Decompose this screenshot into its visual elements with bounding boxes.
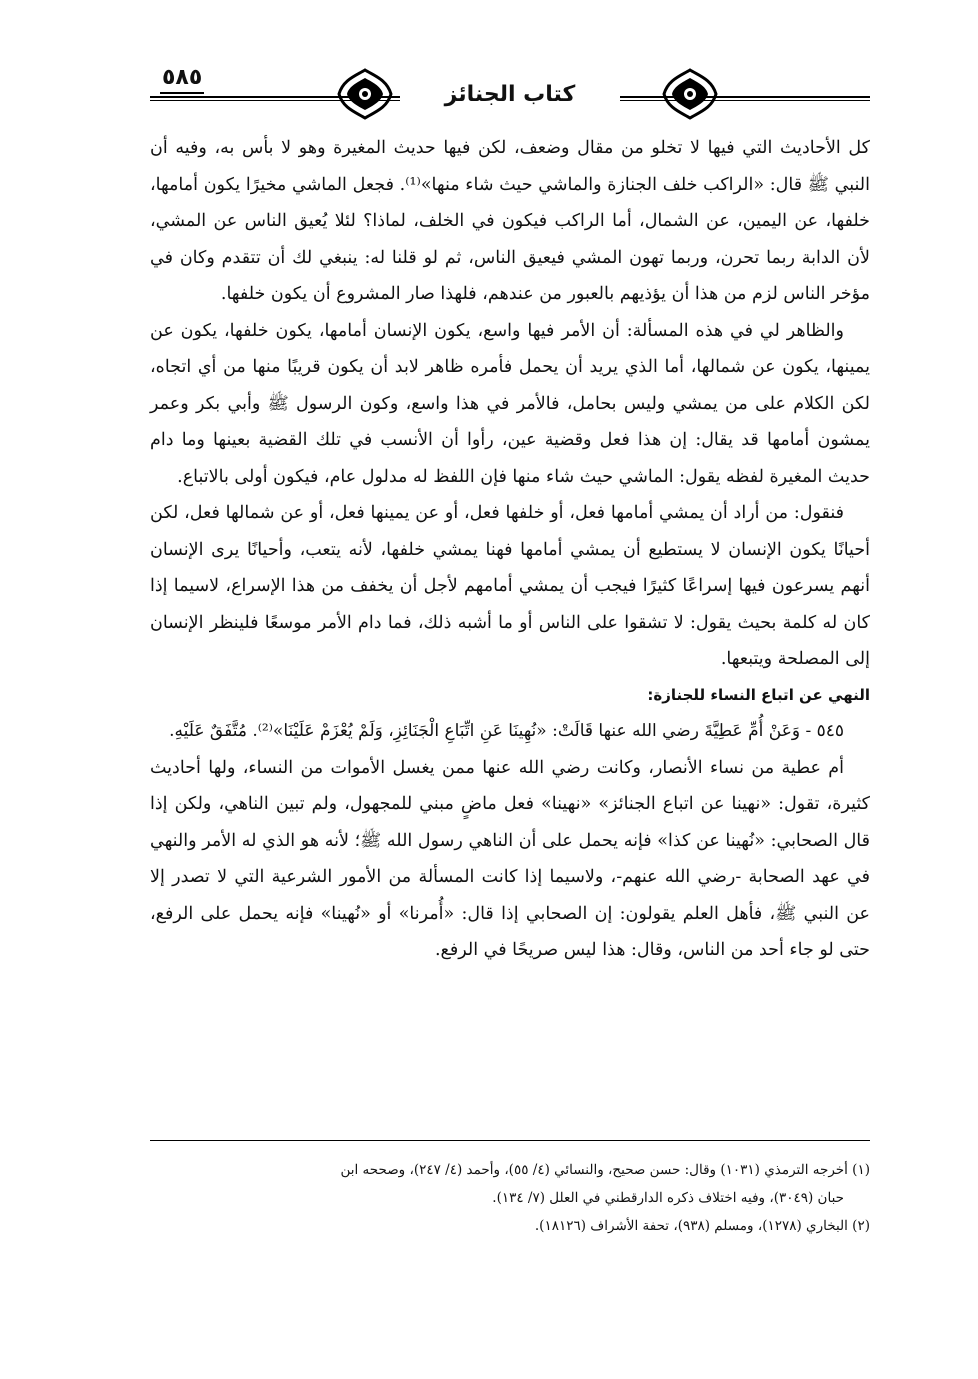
footnote-continuation: حبان (٣٠٤٩)، وفيه اختلاف ذكره الدارقطني في العلل (٧/ ١٣٤). xyxy=(492,1190,844,1206)
page-header xyxy=(150,60,870,120)
paragraph: كل الأحاديث التي فيها لا تخلو من مقال وضعف، لكن فيها حديث المغيرة وهو لا بأس به، وفيه أن النبي ﷺ قال: «الراكب خلف الجنازة والماشي حيث شاء منها»⁽¹⁾. فجعل الماشي مخيرًا يكون أمامها، خلفها، عن اليمين، عن الشمال، أما الراكب فيكون في الخلف، لماذا؟ لئلا يُعيق الناس عن المشي، لأن الدابة ربما تحرن، وربما تهون المشي فيعيق الناس، ثم لو قلنا له: ينبغي لك أن تتقدم وكان في مؤخر الناس لزم من هذا أن يؤذيهم بالعبور من عندهم، فلهذا صار المشروع أن يكون خلفها. xyxy=(150,138,870,304)
footnote: (٢) البخاري (١٢٧٨)، ومسلم (٩٣٨)، تحفة الأشراف (١٨١٢٦). xyxy=(534,1218,870,1234)
ornament-right-icon xyxy=(660,66,720,122)
hadith-text: ٥٤٥ - وَعَنْ أُمِّ عَطِيَّةَ رضي الله عنها قَالَتْ: «نُهِينَا عَنِ اتِّبَاعِ الْجَنَائِزِ، وَلَمْ يُعْزَمْ عَلَيْنَا»⁽²⁾. مُتَّفَقٌ عَلَيْهِ. xyxy=(169,720,844,741)
footnotes xyxy=(150,1156,870,1240)
paragraph: فنقول: من أراد أن يمشي أمامها فعل، أو خلفها فعل، أو عن يمينها فعل، أو عن شمالها فعل، لكن أحيانًا يكون الإنسان لا يستطيع أن يمشي أمامها فهنا يمشي خلفها، لأنه يتعب، وأحيانًا يرى الإنسان أنهم يسرعون فيها إسراعًا كثيرًا فيجب أن يمشي أمامهم لأجل أن يخفف من هذا الإسراع، لاسيما إذا كان له كلمة بحيث يقول: لا تشقوا على الناس أو ما أشبه ذلك، فما دام الأمر موسعًا فلينظر الإنسان إلى المصلحة ويتبعها. xyxy=(150,503,870,669)
section-heading: النهي عن اتباع النساء للجنازة: xyxy=(647,685,870,704)
paragraph: والظاهر لي في هذه المسألة: أن الأمر فيها واسع، يكون الإنسان أمامها، يكون خلفها، يكون عن يمينها، يكون عن شمالها، أما الذي يريد أن يحمل فأمره ظاهر لابد أن يكون قريبًا منها من أي اتجاه، لكن الكلام على من يمشي وليس بحامل، فالأمر في هذا واسع، وكون الرسول ﷺ وأبي بكر وعمر يمشون أمامها قد يقال: إن هذا فعل وقضية عين، رأوا أن الأنسب في تلك القضية بعينها وما دام حديث المغيرة لفظه يقول: الماشي حيث شاء منها فإن اللفظ له مدلول عام، فيكون أولى بالاتباع. xyxy=(150,320,870,487)
ornament-left-icon xyxy=(335,66,395,122)
book-title: كتاب الجنائز xyxy=(400,80,620,110)
footnote: (١) أخرجه الترمذي (١٠٣١) وقال: حسن صحيح، والنسائي (٤/ ٥٥)، وأحمد (٤/ ٢٤٧)، وصححه ابن xyxy=(340,1162,870,1178)
page-number: ٥٨٥ xyxy=(160,64,204,94)
main-text xyxy=(150,130,870,969)
footnote-divider xyxy=(150,1140,870,1141)
commentary-paragraph: أم عطية من نساء الأنصار، وكانت رضي الله عنها ممن يغسل الأموات من النساء، ولها أحاديث كثيرة، تقول: «نهينا عن اتباع الجنائز» «نهينا» فعل ماضٍ مبني للمجهول، ولم تبين الناهي، ولكن إذا قال الصحابي: «نُهينا عن كذا» فإنه يحمل على أن الناهي رسول الله ﷺ؛ لأنه هو الذي له الأمر والنهي في عهد الصحابة -رضي الله عنهم-، ولاسيما إذا كانت المسألة من الأمور الشرعية التي لا تصدر إلا عن النبي ﷺ، فأهل العلم يقولون: إن الصحابي إذا قال: «أُمرنا» أو «نُهينا» فإنه يحمل على الرفع، حتى لو جاء أحد من الناس، وقال: هذا ليس صريحًا في الرفع. xyxy=(150,757,870,960)
